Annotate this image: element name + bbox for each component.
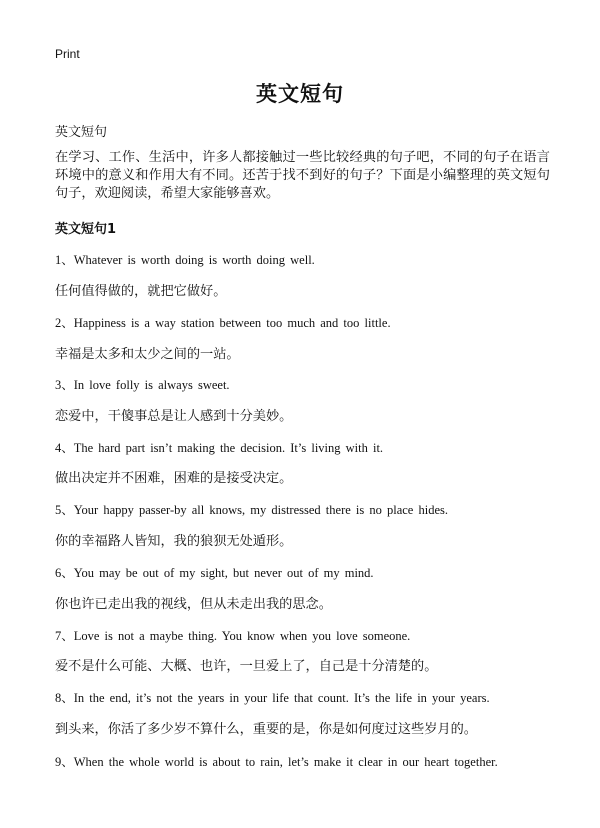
sentence-chinese: 爱不是什么可能、大概、也许，一旦爱上了，自己是十分清楚的。	[55, 659, 438, 674]
sentence-chinese: 幸福是太多和太少之间的一站。	[55, 347, 240, 362]
sentence-english: 8、In the end, it’s not the years in your life that count. It’s the life in your years.	[55, 691, 490, 705]
sentence-chinese: 到头来，你活了多少岁不算什么，重要的是，你是如何度过这些岁月的。	[55, 722, 477, 737]
intro-paragraph: 在学习、工作、生活中，许多人都接触过一些比较经典的句子吧，不同的句子在语言环境中的意义和作用大有不同。还苦于找不到好的句子？下面是小编整理的英文短句句子，欢迎阅读，希望大家能够喜欢。	[55, 150, 550, 201]
sentence-english: 2、Happiness is a way station between too much and too little.	[55, 316, 391, 330]
sentence-english: 9、When the whole world is about to rain, let’s make it clear in our heart together.	[55, 755, 498, 769]
section-heading: 英文短句1	[55, 222, 117, 237]
sentence-chinese: 做出决定并不困难，困难的是接受决定。	[55, 471, 293, 486]
sentence-english: 7、Love is not a maybe thing. You know when you love someone.	[55, 629, 411, 643]
sentence-chinese: 恋爱中，干傻事总是让人感到十分美妙。	[55, 409, 293, 424]
sentence-chinese: 你的幸福路人皆知，我的狼狈无处遁形。	[55, 534, 293, 549]
sentence-english: 1、Whatever is worth doing is worth doing well.	[55, 253, 315, 267]
sentence-english: 6、You may be out of my sight, but never out of my mind.	[55, 566, 374, 580]
sentence-english: 5、Your happy passer-by all knows, my distressed there is no place hides.	[55, 503, 448, 517]
print-label[interactable]: Print	[55, 47, 80, 61]
sentence-english: 4、The hard part isn’t making the decision. It’s living with it.	[55, 441, 384, 455]
document-title: 英文短句	[256, 82, 344, 106]
sentence-chinese: 任何值得做的，就把它做好。	[55, 284, 227, 299]
sentence-english: 3、In love folly is always sweet.	[55, 378, 230, 392]
document-subtitle: 英文短句	[55, 125, 108, 140]
sentence-chinese: 你也许已走出我的视线，但从未走出我的思念。	[55, 597, 332, 612]
